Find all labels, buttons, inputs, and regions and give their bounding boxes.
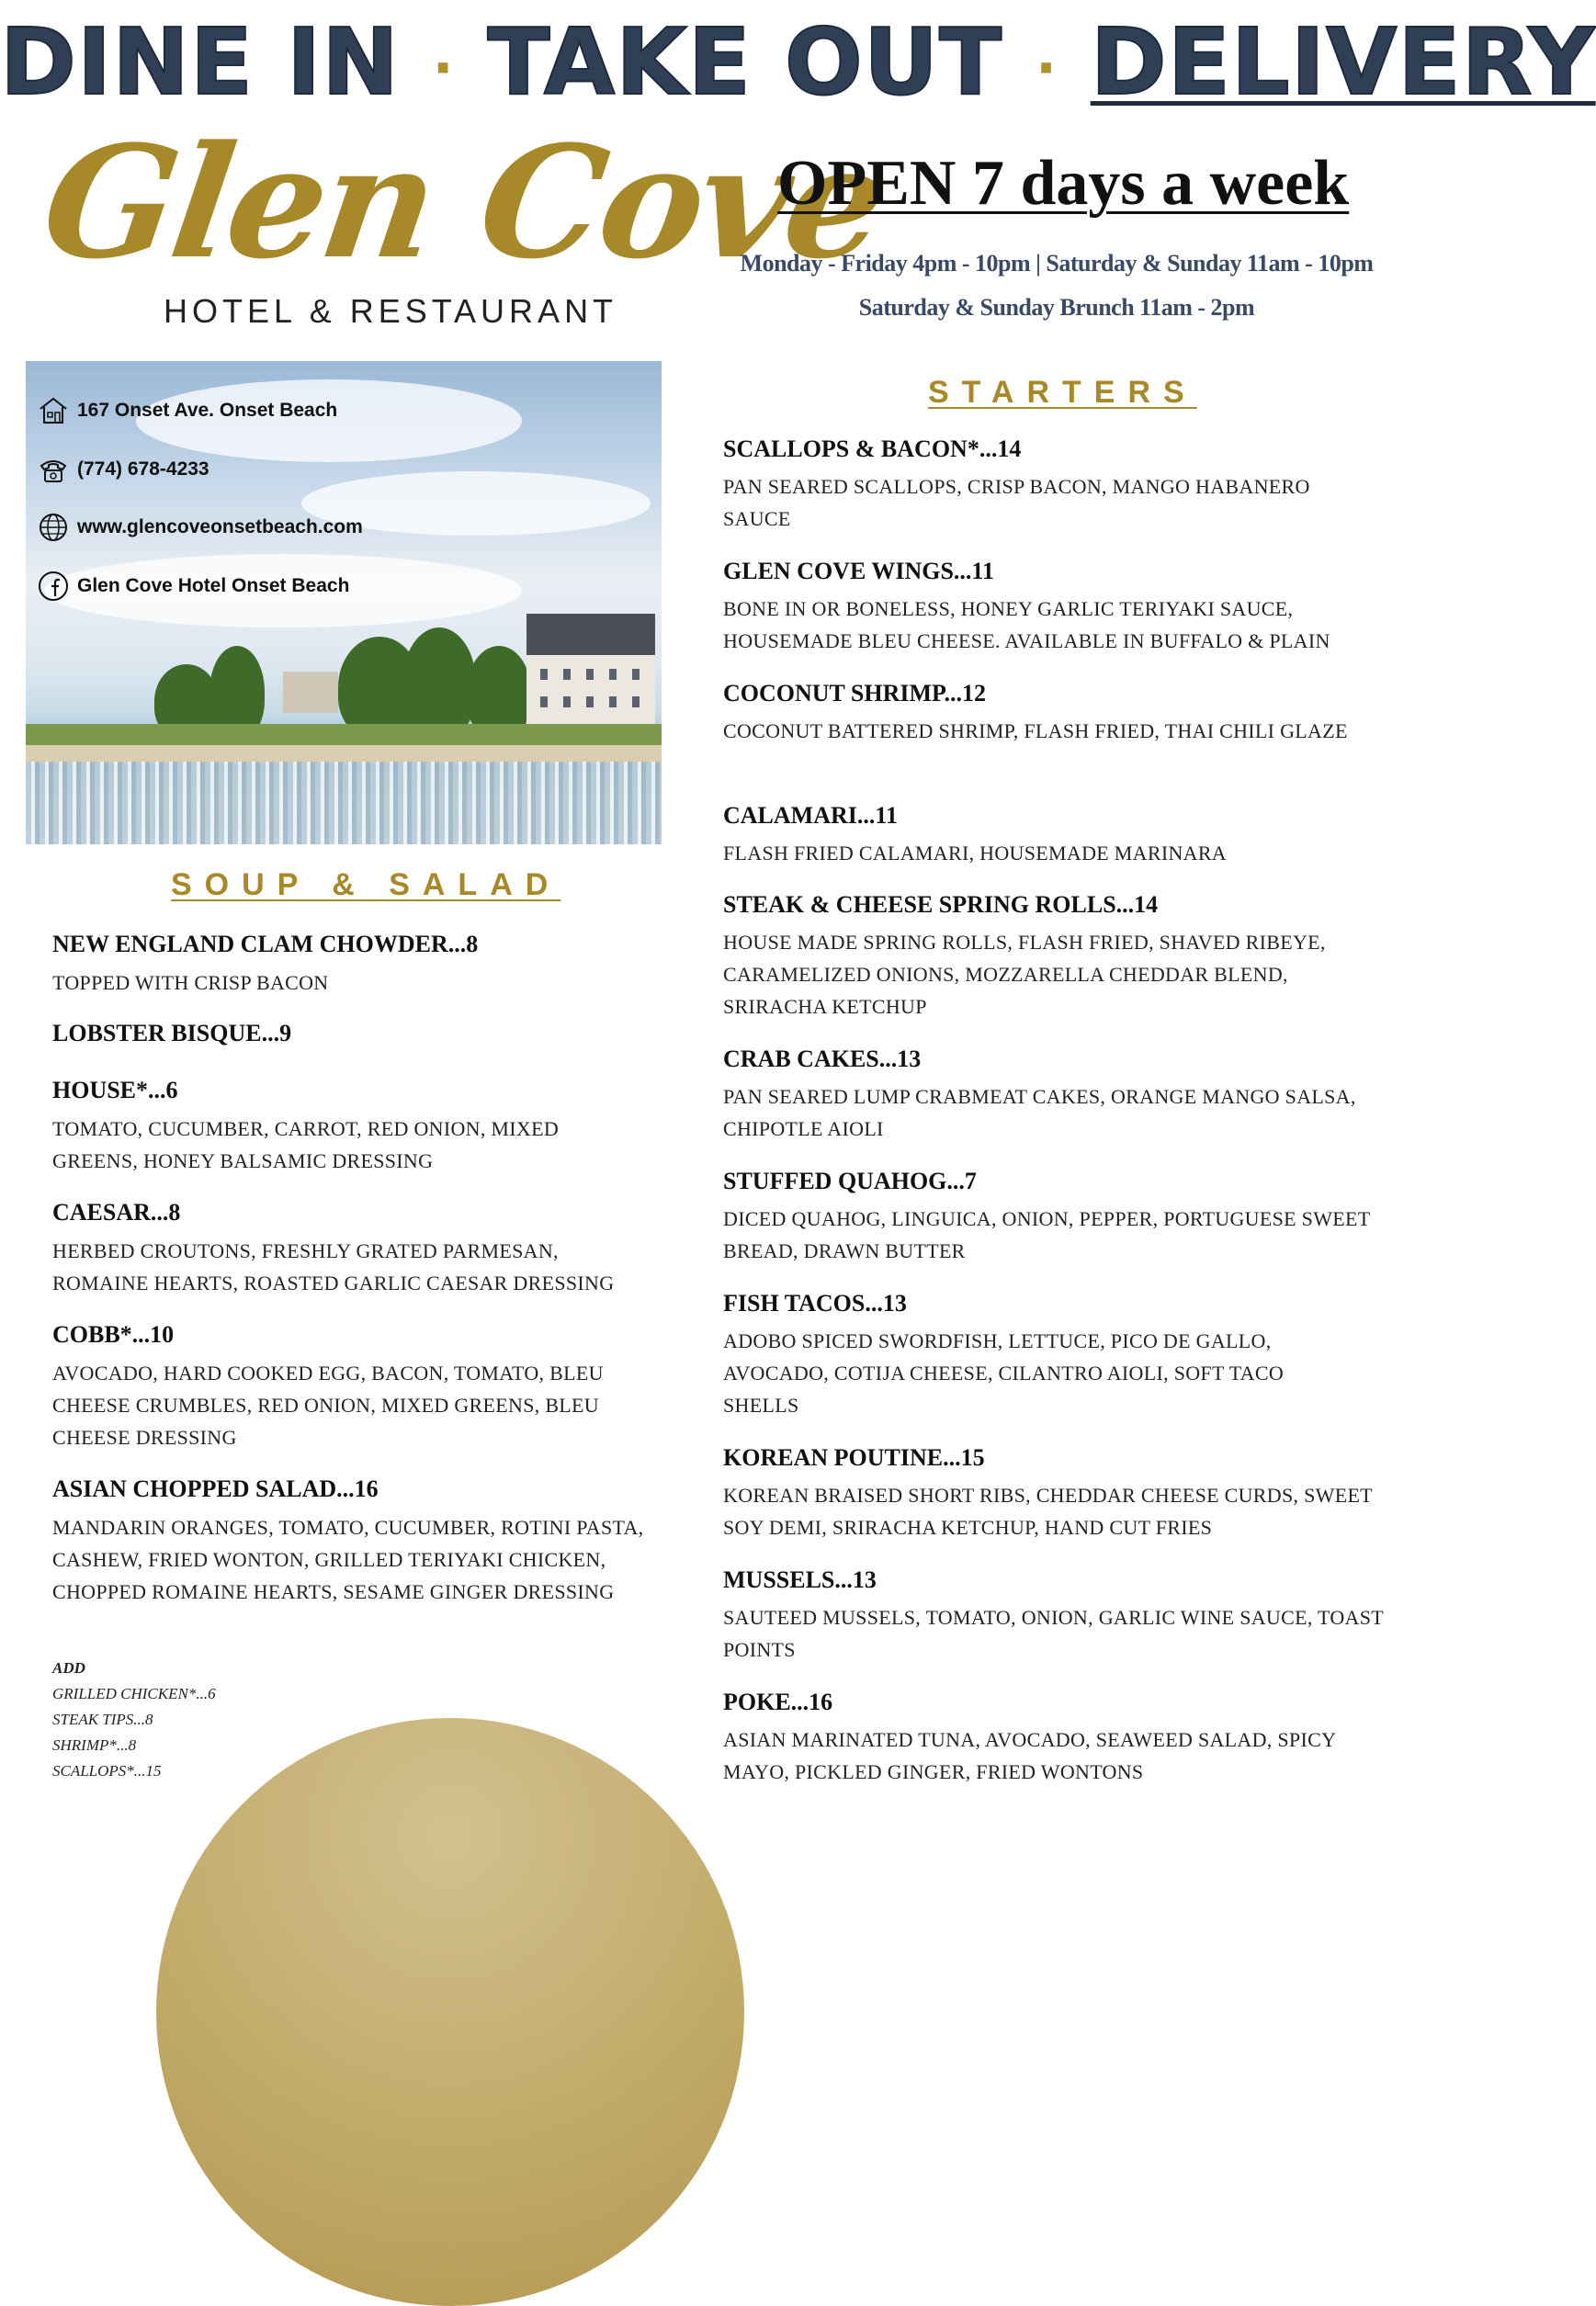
menu-item-desc: PAN SEARED SCALLOPS, CRISP BACON, MANGO HABANERO SAUCE [723, 475, 1310, 530]
menu-item-desc: SAUTEED MUSSELS, TOMATO, ONION, GARLIC WINE SAUCE, TOAST POINTS [723, 1606, 1384, 1661]
decorative-gold-arc [156, 1718, 744, 2306]
add-on-option: STEAK TIPS...8 [52, 1711, 153, 1728]
menu-item-desc: ASIAN MARINATED TUNA, AVOCADO, SEAWEED SALAD, SPICY MAYO, PICKLED GINGER, FRIED WONTONS [723, 1728, 1336, 1783]
soup-salad-heading: SOUP & SALAD [171, 867, 561, 902]
globe-icon [37, 511, 70, 544]
menu-item-title: CALAMARI...11 [723, 802, 898, 829]
menu-item-title: FISH TACOS...13 [723, 1290, 907, 1317]
menu-item-title: LOBSTER BISQUE...9 [52, 1020, 292, 1046]
menu-item-desc: COCONUT BATTERED SHRIMP, FLASH FRIED, THAI CHILI GLAZE [723, 719, 1348, 742]
service-banner [0, 7, 1596, 124]
menu-item-title: HOUSE*...6 [52, 1077, 178, 1103]
menu-item-desc: TOPPED WITH CRISP BACON [52, 971, 329, 994]
menu-item-title: POKE...16 [723, 1689, 833, 1715]
menu-item-title: COBB*...10 [52, 1321, 175, 1348]
menu-item-desc: MANDARIN ORANGES, TOMATO, CUCUMBER, ROTINI PASTA, CASHEW, FRIED WONTON, GRILLED TERIYAKI CHICKEN, CHOPPED ROMAINE HEARTS, SESAME GINGER DRESSING [52, 1516, 644, 1603]
website-link[interactable]: www.glencoveonsetbeach.com [77, 516, 363, 537]
contact-website [37, 511, 363, 544]
menu-item-title: GLEN COVE WINGS...11 [723, 558, 994, 584]
banner-take-out: TAKE OUT [487, 8, 1003, 116]
menu-item-title: CAESAR...8 [52, 1199, 181, 1226]
menu-item-desc: AVOCADO, HARD COOKED EGG, BACON, TOMATO, BLEU CHEESE CRUMBLES, RED ONION, MIXED GREENS, BLEU CHEESE DRESSING [52, 1362, 604, 1449]
hours-line-1: Monday - Friday 4pm - 10pm | Saturday & Sunday 11am - 10pm [740, 250, 1374, 277]
menu-item-title: SCALLOPS & BACON*...14 [723, 435, 1022, 462]
add-on-option: SCALLOPS*...15 [52, 1762, 162, 1780]
menu-item-title: CRAB CAKES...13 [723, 1046, 922, 1072]
address-text: 167 Onset Ave. Onset Beach [77, 400, 338, 421]
menu-item-title: MUSSELS...13 [723, 1566, 877, 1593]
hotel-photo [26, 361, 662, 844]
logo-subtitle: HOTEL & RESTAURANT [164, 292, 618, 330]
menu-item-desc: DICED QUAHOG, LINGUICA, ONION, PEPPER, PORTUGUESE SWEET BREAD, DRAWN BUTTER [723, 1207, 1371, 1262]
contact-phone [37, 453, 209, 486]
add-on-option: GRILLED CHICKEN*...6 [52, 1685, 216, 1702]
add-ons-title: ADD [52, 1659, 85, 1677]
menu-item-desc: FLASH FRIED CALAMARI, HOUSEMADE MARINARA [723, 842, 1227, 865]
menu-item-title: KOREAN POUTINE...15 [723, 1444, 985, 1471]
menu-item-desc: KOREAN BRAISED SHORT RIBS, CHEDDAR CHEESE CURDS, SWEET SOY DEMI, SRIRACHA KETCHUP, HAND CUT FRIES [723, 1484, 1373, 1539]
banner-separator: · [1036, 36, 1058, 101]
house-icon [37, 394, 70, 427]
add-on-option: SHRIMP*...8 [52, 1736, 137, 1754]
menu-item-desc: PAN SEARED LUMP CRABMEAT CAKES, ORANGE MANGO SALSA, CHIPOTLE AIOLI [723, 1085, 1356, 1140]
hours-line-2: Saturday & Sunday Brunch 11am - 2pm [858, 294, 1255, 321]
contact-facebook [37, 570, 349, 603]
starters-heading: STARTERS [928, 375, 1197, 410]
phone-text[interactable]: (774) 678-4233 [77, 458, 209, 480]
menu-item-desc: BONE IN OR BONELESS, HONEY GARLIC TERIYAKI SAUCE, HOUSEMADE BLEU CHEESE. AVAILABLE IN BUFFALO & PLAIN [723, 597, 1330, 652]
facebook-link[interactable]: Glen Cove Hotel Onset Beach [77, 575, 350, 596]
menu-item-title: STUFFED QUAHOG...7 [723, 1168, 977, 1194]
menu-item-title: ASIAN CHOPPED SALAD...16 [52, 1475, 379, 1502]
menu-item-desc: HOUSE MADE SPRING ROLLS, FLASH FRIED, SHAVED RIBEYE, CARAMELIZED ONIONS, MOZZARELLA CHEDDAR BLEND, SRIRACHA KETCHUP [723, 931, 1326, 1018]
open-title: OPEN 7 days a week [777, 148, 1350, 219]
menu-item-desc: HERBED CROUTONS, FRESHLY GRATED PARMESAN, ROMAINE HEARTS, ROASTED GARLIC CAESAR DRESSING [52, 1239, 615, 1294]
banner-separator: · [432, 36, 455, 101]
telephone-icon [37, 453, 70, 486]
facebook-icon [37, 570, 70, 603]
menu-item-title: STEAK & CHEESE SPRING ROLLS...14 [723, 891, 1159, 918]
menu-item-desc: TOMATO, CUCUMBER, CARROT, RED ONION, MIXED GREENS, HONEY BALSAMIC DRESSING [52, 1117, 560, 1172]
contact-address [37, 394, 337, 427]
menu-item-desc: ADOBO SPICED SWORDFISH, LETTUCE, PICO DE GALLO, AVOCADO, COTIJA CHEESE, CILANTRO AIOLI, SOFT TACO SHELLS [723, 1329, 1285, 1417]
banner-delivery: DELIVERY [1090, 8, 1596, 116]
menu-item-title: NEW ENGLAND CLAM CHOWDER...8 [52, 931, 479, 957]
menu-item-title: COCONUT SHRIMP...12 [723, 680, 987, 706]
logo-script: Glen Cove [33, 111, 895, 293]
banner-dine-in: DINE IN [0, 8, 400, 116]
